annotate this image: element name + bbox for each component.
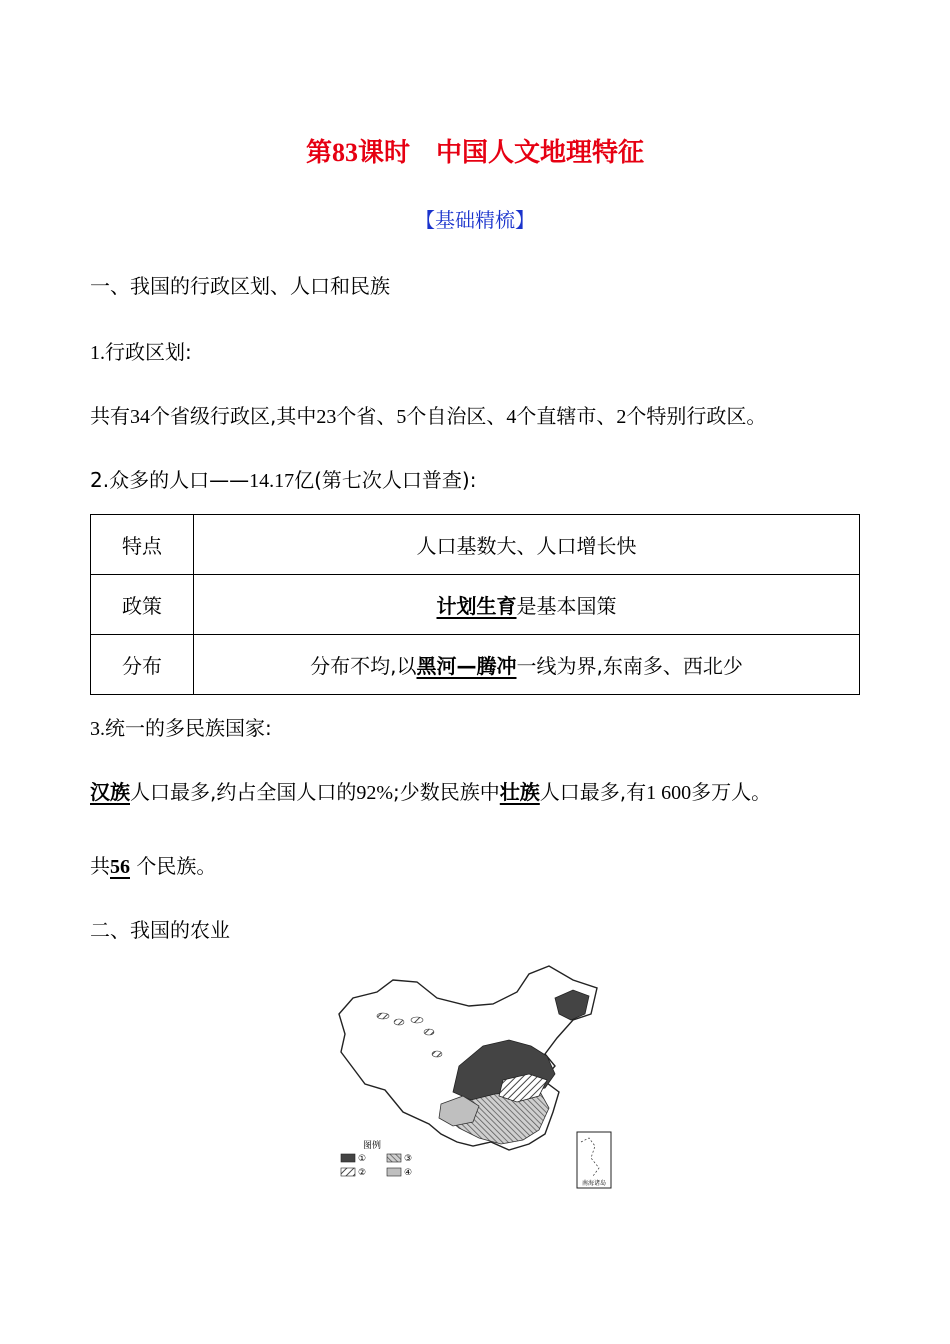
table-key: 分布 bbox=[91, 635, 194, 695]
inset-label: 南海诸岛 bbox=[581, 1180, 607, 1187]
table-row bbox=[91, 515, 860, 575]
table-value: 分布不均,以黑河—腾冲一线为界,东南多、西北少 bbox=[194, 635, 860, 695]
sub2-heading: 2.众多的人口——14.17亿(第七次人口普查): bbox=[90, 468, 477, 492]
legend-label-2: ② bbox=[358, 1168, 367, 1178]
legend-title: 图例 bbox=[363, 1141, 382, 1151]
sub1-heading: 1.行政区划: bbox=[90, 340, 192, 364]
section-tag: 【基础精梳】 bbox=[415, 208, 535, 232]
legend-label-3: ③ bbox=[404, 1154, 413, 1164]
section1-heading: 一、我国的行政区划、人口和民族 bbox=[90, 274, 390, 298]
table-value: 计划生育是基本国策 bbox=[194, 575, 860, 635]
table-key: 特点 bbox=[91, 515, 194, 575]
legend-label-4: ④ bbox=[404, 1168, 413, 1178]
legend-swatch-3 bbox=[387, 1154, 401, 1162]
legend-swatch-2 bbox=[341, 1168, 355, 1176]
table-key: 政策 bbox=[91, 575, 194, 635]
legend-swatch-1 bbox=[341, 1154, 355, 1162]
legend-swatch-4 bbox=[387, 1168, 401, 1176]
table-value: 人口基数大、人口增长快 bbox=[194, 515, 860, 575]
table-row bbox=[91, 575, 860, 635]
admin-division-text: 共有34个省级行政区,其中23个省、5个自治区、4个直辖市、2个特别行政区。 bbox=[90, 404, 767, 428]
sub3-heading: 3.统一的多民族国家: bbox=[90, 716, 272, 740]
legend-label-1: ① bbox=[358, 1154, 367, 1164]
ethnic-text: 汉族人口最多,约占全国人口的92%;少数民族中壮族人口最多,有1 600多万人。 bbox=[90, 780, 772, 804]
agriculture-map bbox=[333, 962, 617, 1192]
page-title: 第83课时 中国人文地理特征 bbox=[305, 138, 645, 168]
section2-heading: 二、我国的农业 bbox=[90, 918, 230, 942]
ethnic-count-text: 共56 个民族。 bbox=[90, 854, 217, 878]
population-table bbox=[90, 514, 860, 695]
table-row bbox=[91, 635, 860, 695]
